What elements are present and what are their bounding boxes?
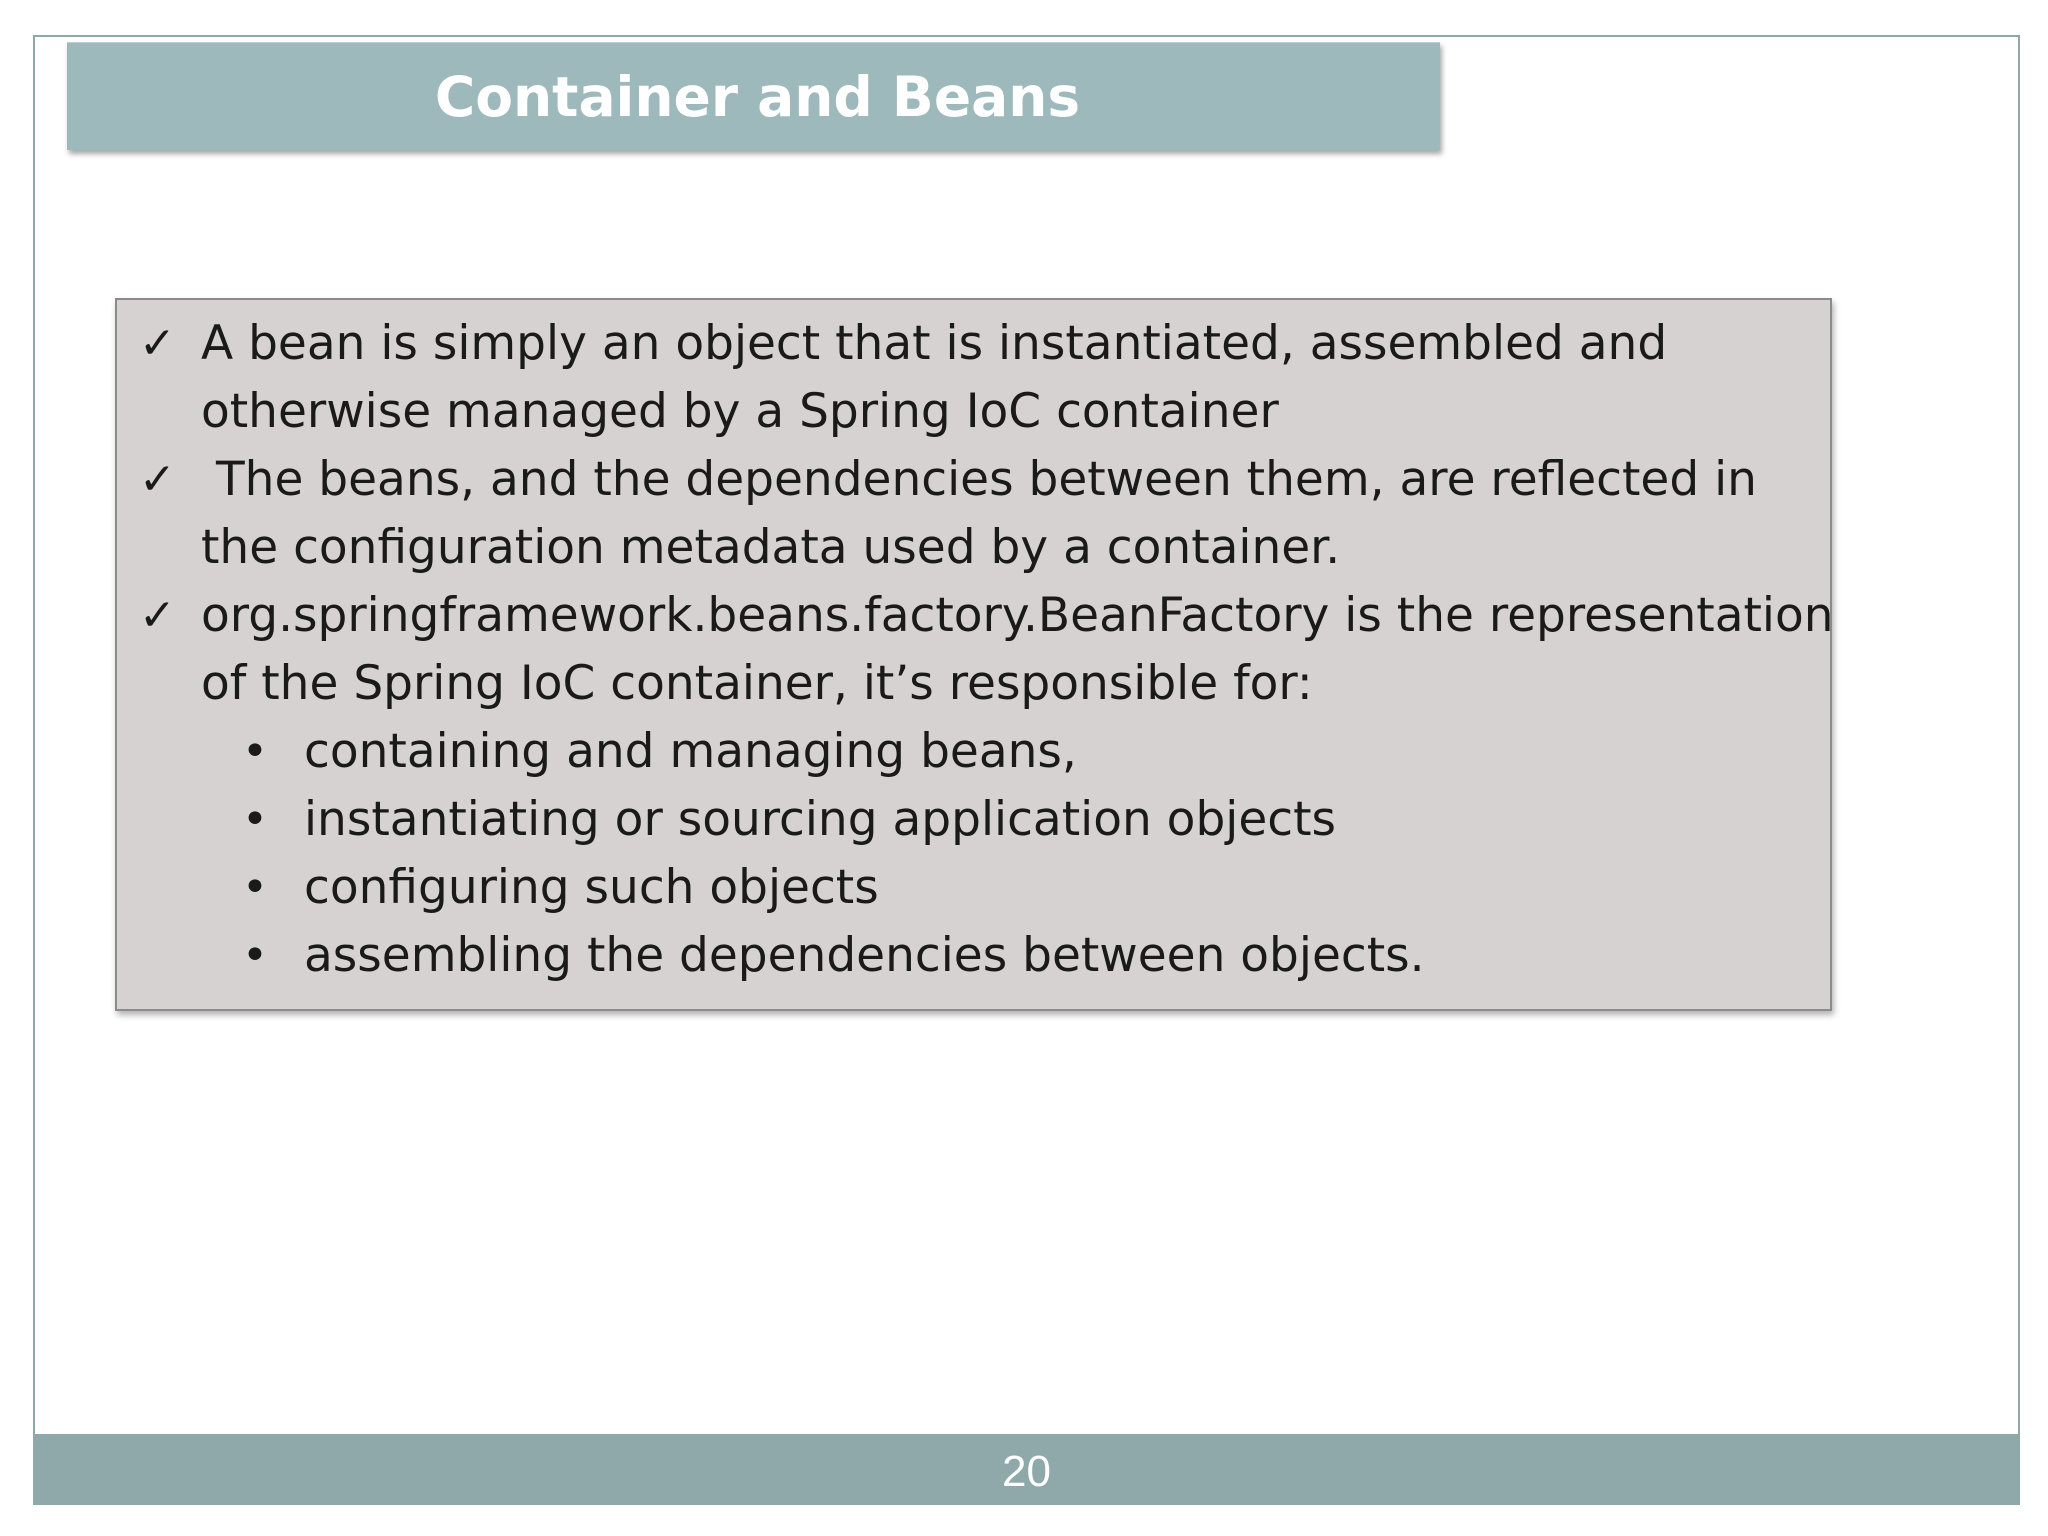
bullet-item — [117, 446, 1830, 514]
sub-bullet-item — [117, 786, 1830, 854]
bullet-line: of the Spring IoC container, it’s responsible for: — [201, 656, 1313, 711]
bullet-item-continuation — [117, 650, 1830, 718]
bullet-dot-icon: • — [242, 726, 268, 777]
slide-title: Container and Beans — [434, 64, 1081, 129]
bullet-item-continuation — [117, 378, 1830, 446]
bullet-line: The beans, and the dependencies between them, are reflected in — [201, 452, 1757, 507]
check-icon: ✓ — [139, 318, 176, 369]
bullet-dot-icon: • — [242, 794, 268, 845]
bullet-dot-icon: • — [242, 930, 268, 981]
sub-bullet-text: containing and managing beans, — [304, 724, 1077, 779]
sub-bullet-item — [117, 922, 1830, 990]
check-icon: ✓ — [139, 454, 176, 505]
sub-bullet-item — [117, 854, 1830, 922]
title-bar — [67, 42, 1440, 150]
content-box — [115, 298, 1832, 1011]
bullet-line: A bean is simply an object that is instantiated, assembled and — [201, 316, 1668, 371]
sub-bullet-item — [117, 718, 1830, 786]
bullet-line: otherwise managed by a Spring IoC container — [201, 384, 1279, 439]
sub-bullet-text: instantiating or sourcing application objects — [304, 792, 1337, 847]
sub-bullet-text: configuring such objects — [304, 860, 879, 915]
bullet-item — [117, 582, 1834, 650]
page-number: 20 — [1002, 1446, 1051, 1496]
bullet-item — [117, 310, 1830, 378]
footer-bar — [33, 1434, 2020, 1505]
bullet-line: org.springframework.beans.factory.BeanFactory is the representation — [201, 588, 1834, 643]
sub-bullet-text: assembling the dependencies between objects. — [304, 928, 1425, 983]
bullet-line: the configuration metadata used by a container. — [201, 520, 1341, 575]
bullet-dot-icon: • — [242, 862, 268, 913]
bullet-item-continuation — [117, 514, 1830, 582]
check-icon: ✓ — [139, 590, 176, 641]
